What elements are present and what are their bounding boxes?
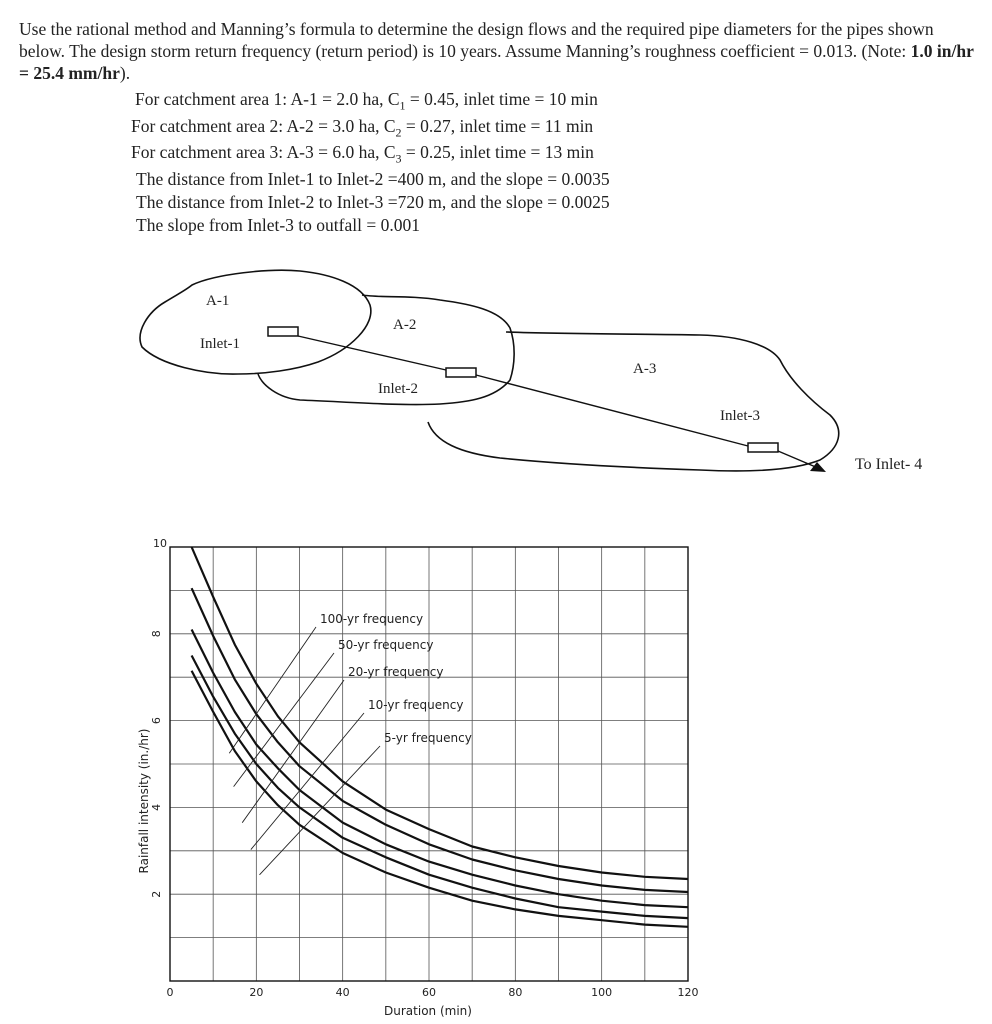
y-axis-label: Rainfall intensity (in./hr) xyxy=(137,728,151,874)
problem-note-end: ). xyxy=(119,63,131,83)
label-area-1: A-1 xyxy=(206,293,230,309)
series-line-0 xyxy=(192,547,688,879)
catchment-diagram xyxy=(0,250,992,520)
label-inlet-3: Inlet-3 xyxy=(720,408,760,424)
y-tick-label: 2 xyxy=(150,890,163,898)
series-label-4: 5-yr frequency xyxy=(384,731,472,745)
label-area-3: A-3 xyxy=(633,361,657,377)
distance-inlet2-inlet3: The distance from Inlet-2 to Inlet-3 =720 m, and the slope = 0.0025 xyxy=(136,192,610,212)
inlet-3-marker xyxy=(748,443,778,452)
x-tick-label: 80 xyxy=(508,986,523,999)
x-tick-label: 20 xyxy=(249,986,264,999)
series-label-3: 10-yr frequency xyxy=(368,698,464,712)
unit-note: 1.0 in/hr = 25.4 mm/hr xyxy=(19,41,974,83)
catchment-3-info: For catchment area 3: A-3 = 6.0 ha, $C_3 = 0.25$, inlet time = 13 min xyxy=(131,142,594,166)
series-line-3 xyxy=(192,656,688,919)
label-outfall: To Inlet- 4 xyxy=(855,456,923,473)
series-label-2: 20-yr frequency xyxy=(348,665,444,679)
series-label-1: 50-yr frequency xyxy=(338,638,434,652)
x-axis-label: Duration (min) xyxy=(384,1004,472,1018)
x-tick-label: 120 xyxy=(677,986,699,999)
pipe-2-3 xyxy=(476,375,748,446)
area-1-boundary xyxy=(140,270,371,374)
x-tick-label: 60 xyxy=(422,986,436,999)
chart-tick-labels xyxy=(150,537,699,999)
y-tick-label: 10 xyxy=(153,537,167,550)
problem-intro: Use the rational method and Manning’s formula to determine the design flows and the required pipe diameters for the pipes shown below. The design storm return frequency (return period) is 10 years. Assume Manning’s roughness coefficient = 0.013. (Note: xyxy=(19,19,934,61)
catchment-2-info: For catchment area 2: A-2 = 3.0 ha, $C_2 = 0.27$, inlet time = 11 min xyxy=(131,116,594,140)
inlet-2-marker xyxy=(446,368,476,377)
outfall-arrow-icon xyxy=(810,462,826,472)
leader-line-1 xyxy=(234,653,334,787)
distance-inlet1-inlet2: The distance from Inlet-1 to Inlet-2 =400 m, and the slope = 0.0035 xyxy=(136,169,610,189)
slope-inlet3-outfall: The slope from Inlet-3 to outfall = 0.001 xyxy=(136,215,420,235)
catchment-1-info: For catchment area 1: A-1 = 2.0 ha, $C_1 = 0.45$, inlet time = 10 min xyxy=(135,89,598,113)
chart-grid xyxy=(170,547,688,981)
x-tick-label: 100 xyxy=(591,986,613,999)
y-tick-label: 4 xyxy=(150,803,163,811)
series-label-0: 100-yr frequency xyxy=(320,612,424,626)
x-tick-label: 40 xyxy=(335,986,350,999)
y-tick-label: 8 xyxy=(150,630,163,638)
idf-chart xyxy=(0,525,992,1024)
label-inlet-1: Inlet-1 xyxy=(200,336,240,352)
label-inlet-2: Inlet-2 xyxy=(378,381,418,397)
label-area-2: A-2 xyxy=(393,317,417,333)
inlet-1-marker xyxy=(268,327,298,336)
pipe-1-2 xyxy=(298,336,446,370)
y-tick-label: 6 xyxy=(150,717,163,725)
problem-statement xyxy=(19,18,979,84)
x-tick-label: 0 xyxy=(166,986,174,999)
